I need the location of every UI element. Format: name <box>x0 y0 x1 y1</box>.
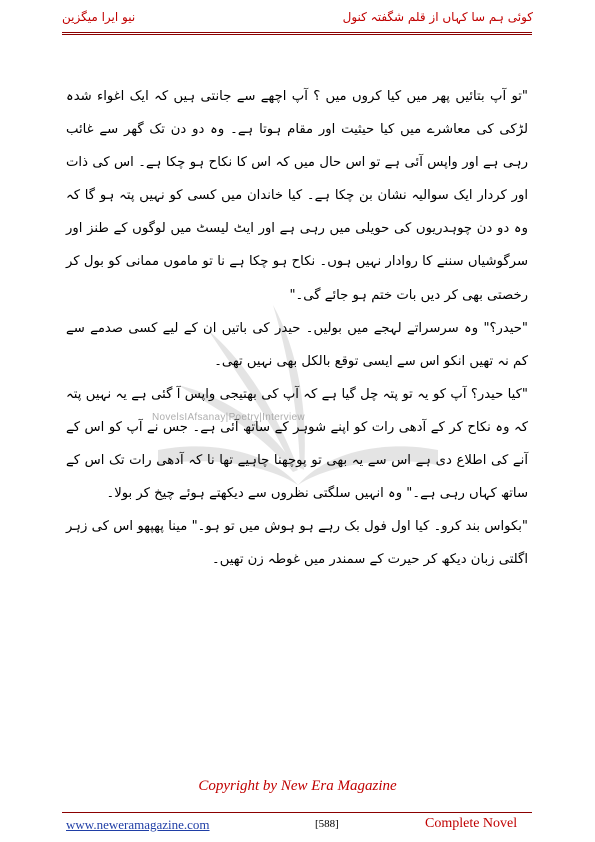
header-novel-title: کوئی ہم سا کہاں از قلم شگفتہ کنول <box>342 10 533 24</box>
header-divider <box>62 32 532 35</box>
complete-novel-label: Complete Novel <box>425 816 518 831</box>
footer-divider <box>62 812 532 813</box>
page-header <box>0 0 595 40</box>
novel-body <box>66 80 528 576</box>
copyright-notice: Copyright by New Era Magazine <box>198 778 397 794</box>
website-link[interactable]: www.neweramagazine.com <box>66 817 210 832</box>
watermark-text: NovelsIAfsanay|Poetry|Interview <box>152 412 305 423</box>
header-magazine-name: نیو ایرا میگزین <box>62 10 136 24</box>
paragraph-4: "بکواس بند کرو۔ کیا اول فول بک رہے ہو ہوش میں تو ہو۔" مینا پھپھو اس کی زہر اگلتی زبان دیکھ کر حیرت کے سمندر میں غوطہ زن تھیں۔ <box>66 519 528 568</box>
paragraph-3: "کیا حیدر؟ آپ کو یہ تو پتہ چل گیا ہے کہ آپ کی بھتیجی واپس آ گئی ہے یہ نہیں پتہ کہ وہ نکاح کر کے آدھی رات کو اپنے شوہر کے ساتھ آئی ہے۔ جس نے آپ کو اس کے آنے کی اطلاع دی ہے اس سے یہ بھی تو پوچھنا چاہیے تھا نا کہ آدھی رات تک اس کے ساتھ کہاں رہی ہے۔" وہ انہیں سلگتی نظروں سے دیکھتے ہوئے چیخ کر بولا۔ <box>66 386 528 502</box>
page-number: [588] <box>315 818 339 830</box>
paragraph-2: "حیدر؟" وہ سرسراتے لہجے میں بولیں۔ حیدر کی باتیں ان کے لیے کسی صدمے سے کم نہ تھیں انکو اس سے ایسی توقع بالکل بھی نہیں تھی۔ <box>66 320 528 369</box>
paragraph-1: "تو آپ بتائیں پھر میں کیا کروں میں ؟ آپ اچھے سے جانتی ہیں کہ ایک اغواء شدہ لڑکی کی معاشرے میں کیا حیثیت اور مقام ہوتا ہے۔ وہ دو دن تک گھر سے غائب رہی ہے اور واپس آئی ہے تو اس حال میں کہ اس کا نکاح ہو چکا ہے۔ اس کی ذات اور کردار ایک سوالیہ نشان بن چکا ہے۔ کیا خاندان میں کسی کو نہیں پتہ ہو گا کہ وہ دو دن چوہدریوں کی حویلی میں رہی ہے اور ایٹ لیسٹ میں لوگوں کے طنز اور سرگوشیاں سننے کا روادار نہیں ہوں۔ نکاح ہو چکا ہے نا تو ماموں ممانی کو بول کر رخصتی بھی کر دیں بات ختم ہو جائے گی۔" <box>66 89 528 303</box>
